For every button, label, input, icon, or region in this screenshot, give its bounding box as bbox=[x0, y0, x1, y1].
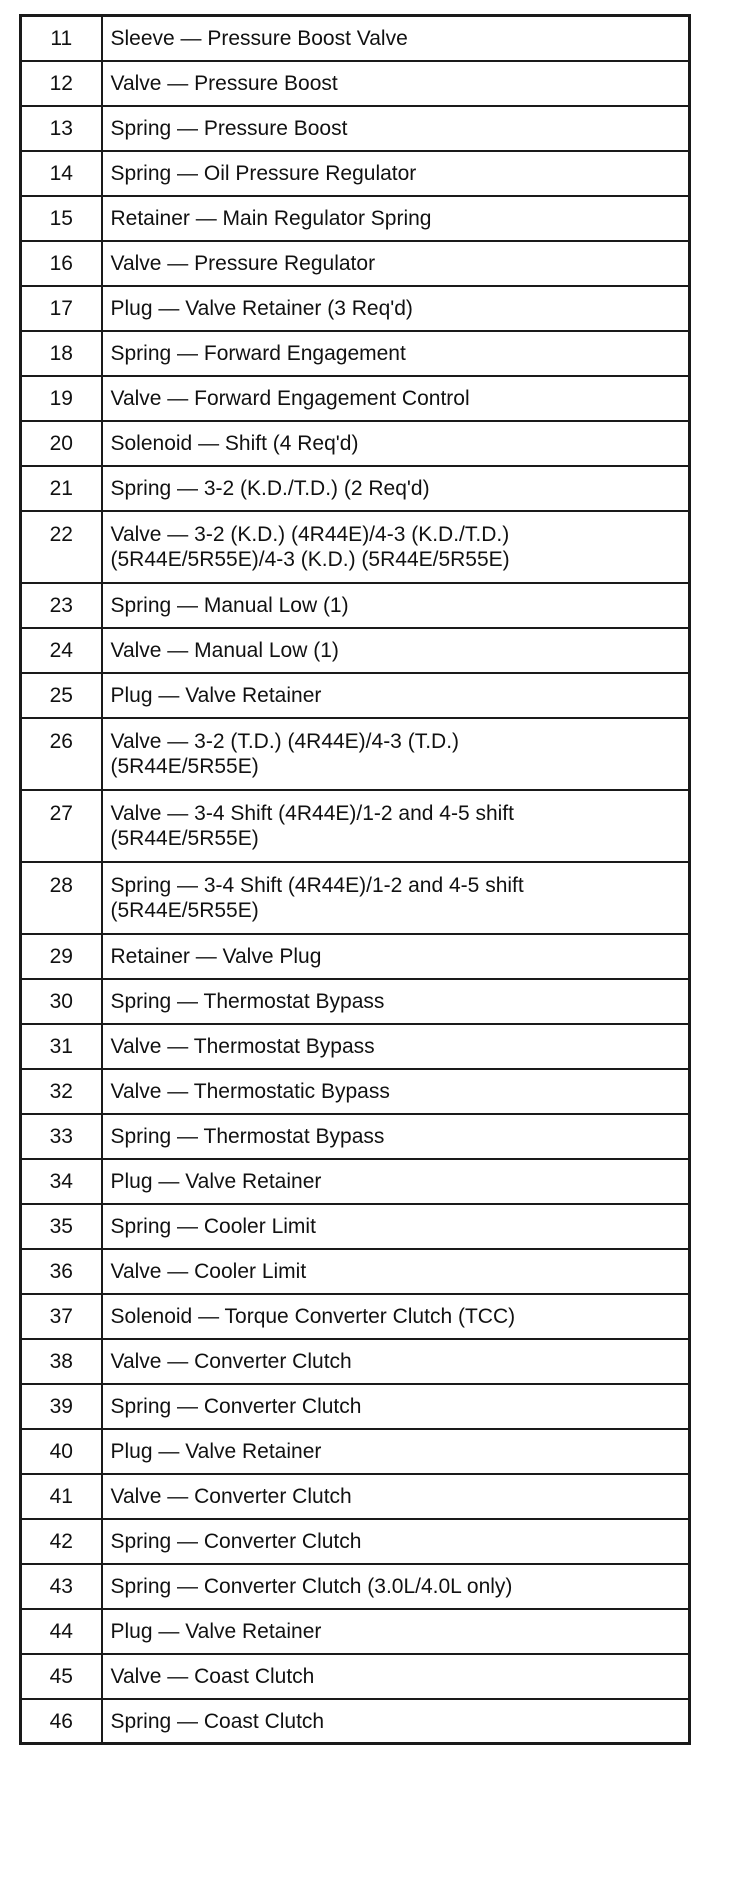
part-number: 27 bbox=[21, 790, 102, 862]
table-row bbox=[21, 673, 690, 718]
part-number: 20 bbox=[21, 421, 102, 466]
part-description: Spring — Converter Clutch bbox=[102, 1519, 690, 1564]
table-row bbox=[21, 1294, 690, 1339]
table-row bbox=[21, 1384, 690, 1429]
part-description: Valve — 3-4 Shift (4R44E)/1-2 and 4-5 shift (5R44E/5R55E) bbox=[102, 790, 690, 862]
table-row bbox=[21, 1114, 690, 1159]
part-description: Retainer — Valve Plug bbox=[102, 934, 690, 979]
table-row bbox=[21, 1249, 690, 1294]
part-description: Valve — Forward Engagement Control bbox=[102, 376, 690, 421]
part-number: 26 bbox=[21, 718, 102, 790]
part-description: Spring — 3-2 (K.D./T.D.) (2 Req'd) bbox=[102, 466, 690, 511]
part-description: Spring — Thermostat Bypass bbox=[102, 1114, 690, 1159]
part-description: Spring — 3-4 Shift (4R44E)/1-2 and 4-5 shift (5R44E/5R55E) bbox=[102, 862, 690, 934]
table-row bbox=[21, 1069, 690, 1114]
part-number: 16 bbox=[21, 241, 102, 286]
part-number: 42 bbox=[21, 1519, 102, 1564]
part-description: Plug — Valve Retainer bbox=[102, 1159, 690, 1204]
table-row bbox=[21, 1339, 690, 1384]
part-number: 38 bbox=[21, 1339, 102, 1384]
part-number: 19 bbox=[21, 376, 102, 421]
part-description: Plug — Valve Retainer bbox=[102, 1429, 690, 1474]
part-description: Spring — Manual Low (1) bbox=[102, 583, 690, 628]
table-row bbox=[21, 718, 690, 790]
table-row bbox=[21, 628, 690, 673]
table-row bbox=[21, 790, 690, 862]
part-description: Sleeve — Pressure Boost Valve bbox=[102, 16, 690, 61]
table-row bbox=[21, 16, 690, 61]
part-description: Valve — Coast Clutch bbox=[102, 1654, 690, 1699]
part-number: 29 bbox=[21, 934, 102, 979]
table-row bbox=[21, 196, 690, 241]
parts-table-body bbox=[21, 16, 690, 1744]
part-description: Spring — Forward Engagement bbox=[102, 331, 690, 376]
part-number: 13 bbox=[21, 106, 102, 151]
table-row bbox=[21, 862, 690, 934]
part-description: Plug — Valve Retainer bbox=[102, 1609, 690, 1654]
part-number: 12 bbox=[21, 61, 102, 106]
part-number: 36 bbox=[21, 1249, 102, 1294]
part-description: Retainer — Main Regulator Spring bbox=[102, 196, 690, 241]
table-row bbox=[21, 1699, 690, 1744]
table-row bbox=[21, 583, 690, 628]
part-number: 44 bbox=[21, 1609, 102, 1654]
part-description: Spring — Oil Pressure Regulator bbox=[102, 151, 690, 196]
part-description: Valve — Converter Clutch bbox=[102, 1474, 690, 1519]
part-number: 15 bbox=[21, 196, 102, 241]
part-number: 37 bbox=[21, 1294, 102, 1339]
part-description: Spring — Pressure Boost bbox=[102, 106, 690, 151]
part-number: 40 bbox=[21, 1429, 102, 1474]
table-row bbox=[21, 979, 690, 1024]
table-row bbox=[21, 1159, 690, 1204]
part-number: 24 bbox=[21, 628, 102, 673]
part-description: Valve — Thermostatic Bypass bbox=[102, 1069, 690, 1114]
part-number: 11 bbox=[21, 16, 102, 61]
part-number: 31 bbox=[21, 1024, 102, 1069]
table-row bbox=[21, 934, 690, 979]
part-description: Valve — 3-2 (T.D.) (4R44E)/4-3 (T.D.) (5R44E/5R55E) bbox=[102, 718, 690, 790]
part-description: Spring — Thermostat Bypass bbox=[102, 979, 690, 1024]
table-row bbox=[21, 1474, 690, 1519]
part-number: 41 bbox=[21, 1474, 102, 1519]
part-description: Valve — Converter Clutch bbox=[102, 1339, 690, 1384]
part-number: 14 bbox=[21, 151, 102, 196]
part-description: Valve — Thermostat Bypass bbox=[102, 1024, 690, 1069]
table-row bbox=[21, 1609, 690, 1654]
part-number: 39 bbox=[21, 1384, 102, 1429]
part-number: 30 bbox=[21, 979, 102, 1024]
table-row bbox=[21, 61, 690, 106]
part-number: 25 bbox=[21, 673, 102, 718]
table-row bbox=[21, 1024, 690, 1069]
part-number: 28 bbox=[21, 862, 102, 934]
table-row bbox=[21, 1564, 690, 1609]
table-row bbox=[21, 511, 690, 583]
part-description: Plug — Valve Retainer (3 Req'd) bbox=[102, 286, 690, 331]
table-row bbox=[21, 1429, 690, 1474]
part-number: 43 bbox=[21, 1564, 102, 1609]
part-number: 35 bbox=[21, 1204, 102, 1249]
part-number: 21 bbox=[21, 466, 102, 511]
part-description: Spring — Cooler Limit bbox=[102, 1204, 690, 1249]
part-description: Valve — Manual Low (1) bbox=[102, 628, 690, 673]
table-row bbox=[21, 1204, 690, 1249]
part-description: Valve — Pressure Regulator bbox=[102, 241, 690, 286]
part-number: 45 bbox=[21, 1654, 102, 1699]
part-number: 34 bbox=[21, 1159, 102, 1204]
part-description: Plug — Valve Retainer bbox=[102, 673, 690, 718]
part-number: 46 bbox=[21, 1699, 102, 1744]
table-row bbox=[21, 421, 690, 466]
part-number: 17 bbox=[21, 286, 102, 331]
part-description: Solenoid — Shift (4 Req'd) bbox=[102, 421, 690, 466]
part-number: 18 bbox=[21, 331, 102, 376]
part-description: Spring — Coast Clutch bbox=[102, 1699, 690, 1744]
part-description: Solenoid — Torque Converter Clutch (TCC) bbox=[102, 1294, 690, 1339]
table-row bbox=[21, 106, 690, 151]
part-number: 23 bbox=[21, 583, 102, 628]
table-row bbox=[21, 286, 690, 331]
table-row bbox=[21, 466, 690, 511]
parts-table bbox=[19, 14, 691, 1745]
table-row bbox=[21, 151, 690, 196]
table-row bbox=[21, 1654, 690, 1699]
part-description: Valve — Pressure Boost bbox=[102, 61, 690, 106]
part-description: Spring — Converter Clutch (3.0L/4.0L only) bbox=[102, 1564, 690, 1609]
table-row bbox=[21, 331, 690, 376]
part-description: Valve — Cooler Limit bbox=[102, 1249, 690, 1294]
part-description: Spring — Converter Clutch bbox=[102, 1384, 690, 1429]
part-number: 33 bbox=[21, 1114, 102, 1159]
table-row bbox=[21, 1519, 690, 1564]
part-description: Valve — 3-2 (K.D.) (4R44E)/4-3 (K.D./T.D.) (5R44E/5R55E)/4-3 (K.D.) (5R44E/5R55E) bbox=[102, 511, 690, 583]
table-row bbox=[21, 241, 690, 286]
part-number: 32 bbox=[21, 1069, 102, 1114]
part-number: 22 bbox=[21, 511, 102, 583]
table-row bbox=[21, 376, 690, 421]
